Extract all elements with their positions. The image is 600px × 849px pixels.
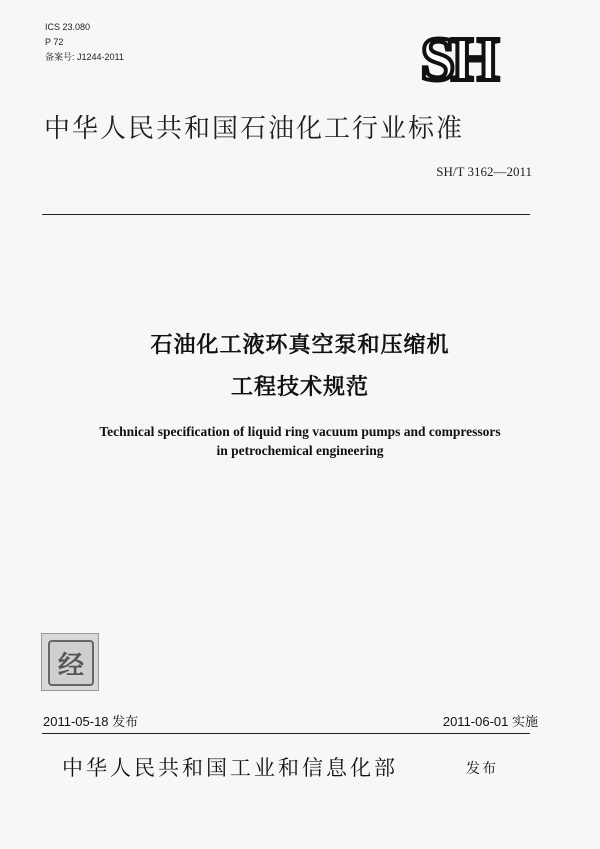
document-title-cn-line2: 工程技术规范: [230, 375, 369, 400]
document-title-en-line1: Technical specification of liquid ring vacuum pumps and compressors: [99, 424, 501, 439]
issuing-authority-suffix: 发布: [466, 761, 498, 777]
category-code: P 72: [45, 37, 64, 47]
top-divider: [42, 214, 530, 215]
document-title-en-line2: in petrochemical engineering: [216, 443, 384, 458]
standard-title: 中华人民共和国石油化工行业标准: [44, 114, 465, 144]
stamp-glyph: 经: [48, 640, 94, 686]
classification-block: [45, 20, 124, 65]
bottom-divider: [42, 733, 530, 734]
implementation-date: 2011-06-01 实施: [442, 714, 538, 729]
standard-number: SH/T 3162—2011: [436, 164, 532, 179]
sh-logo: SH: [420, 26, 496, 94]
document-title-cn-line1: 石油化工液环真空泵和压缩机: [150, 333, 450, 358]
issue-date: 2011-05-18 发布: [43, 714, 139, 729]
certification-stamp: [41, 633, 99, 691]
issuing-authority: 中华人民共和国工业和信息化部: [62, 756, 398, 780]
ics-code: ICS 23.080: [45, 22, 91, 32]
filing-number: 备案号: J1244-2011: [45, 52, 124, 62]
